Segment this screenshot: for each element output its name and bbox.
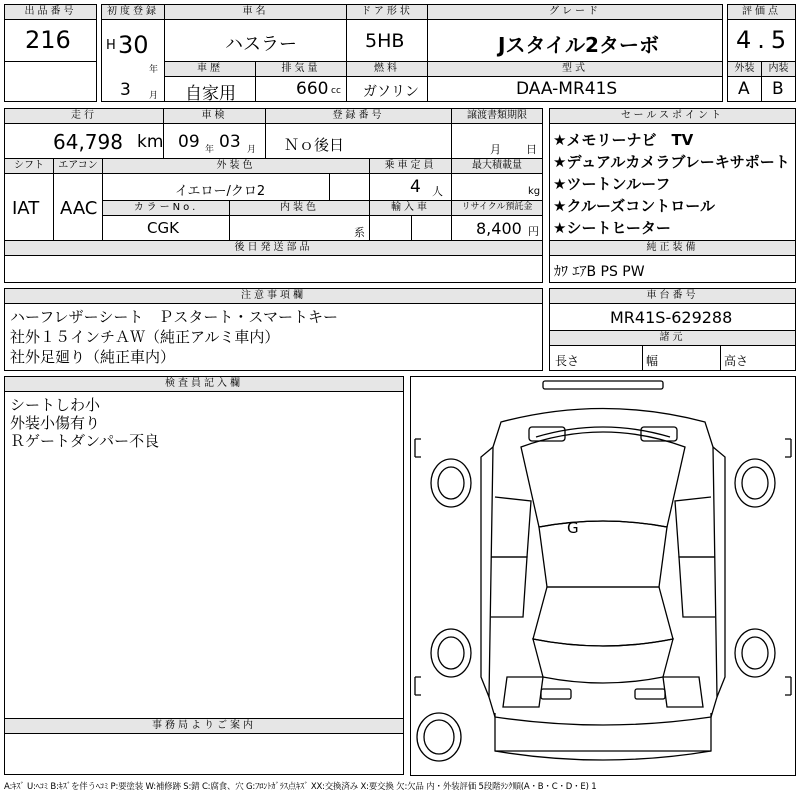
mileage-cell <box>4 123 164 159</box>
genuine-label: 純正装備 <box>549 240 796 256</box>
sales-point-3: ★ツートンルーフ <box>553 175 671 193</box>
first-reg-label: 初度登録 <box>101 4 165 20</box>
genuine-value: ｶﾜ ｴｱB PS PW <box>554 264 645 280</box>
grade-value: Jスタイル2ターボ <box>498 33 659 57</box>
history-label: 車歴 <box>164 61 256 77</box>
recycle-label: リサイクル預託金 <box>451 200 543 216</box>
notes-cell <box>4 303 543 371</box>
model-value: DAA-MR41S <box>516 79 618 99</box>
car-name-cell <box>164 19 347 62</box>
chassis-cell <box>549 303 796 331</box>
notes-line-3: 社外足廻り（純正車内） <box>10 348 176 366</box>
import-label: 輸入車 <box>369 200 452 216</box>
lot-no-blank <box>4 61 97 102</box>
office-cell <box>4 733 404 775</box>
displacement-label: 排気量 <box>255 61 347 77</box>
inspector-line-3: Ｒゲートダンパー不良 <box>10 432 160 450</box>
transfer-label: 譲渡書類期限 <box>451 108 543 124</box>
exterior-label: 外装 <box>727 61 762 77</box>
plate-cell <box>265 123 452 159</box>
year-unit: 年 <box>149 65 159 75</box>
plate-label: 登録番号 <box>265 108 452 124</box>
score-cell <box>727 19 796 62</box>
sales-points-label: セールスポイント <box>549 108 796 124</box>
exterior-cell <box>727 76 762 102</box>
era-value: H <box>106 38 116 53</box>
capacity-label: 乗車定員 <box>369 158 452 174</box>
genuine-cell <box>549 255 796 283</box>
interior-label: 内装 <box>761 61 796 77</box>
grade-label: グレード <box>427 4 723 20</box>
month-unit: 月 <box>149 91 159 101</box>
history-value: 自家用 <box>185 84 236 104</box>
score-value: 4.5 <box>736 26 793 54</box>
mileage-label: 走行 <box>4 108 164 124</box>
load-cell <box>451 173 543 201</box>
color-no-cell <box>102 215 230 241</box>
chassis-label: 車台番号 <box>549 288 796 304</box>
ext-color-cell <box>102 173 370 201</box>
dims-divider-1 <box>642 346 643 370</box>
ac-value: AAC <box>60 198 98 219</box>
color-no-label: カラーNo. <box>102 200 230 216</box>
inspection-cell <box>163 123 266 159</box>
history-cell <box>164 76 256 102</box>
month-value: 3 <box>120 80 131 100</box>
sales-point-5: ★シートヒーター <box>553 219 671 237</box>
inspection-year: 09 <box>178 132 200 152</box>
inspector-line-1: シートしわ小 <box>10 396 101 414</box>
inspection-year-unit: 年 <box>205 145 215 155</box>
import-divider <box>411 216 412 240</box>
load-label: 最大積載量 <box>451 158 543 174</box>
transfer-cell <box>451 123 543 159</box>
recycle-unit: 円 <box>528 225 539 238</box>
inspection-month-unit: 月 <box>247 145 257 155</box>
model-cell <box>427 76 723 102</box>
dims-height: 高さ <box>724 354 749 368</box>
displacement-unit: cc <box>331 86 341 96</box>
interior-cell <box>761 76 796 102</box>
grade-cell <box>427 19 723 62</box>
notes-line-2: 社外１５インチＡＷ（純正アルミ車内） <box>10 328 280 346</box>
inspection-label: 車検 <box>163 108 266 124</box>
sales-points-cell <box>549 123 796 241</box>
car-name-value: ハスラー <box>225 34 297 55</box>
car-outline-diagram <box>411 377 795 775</box>
recycle-cell <box>451 215 543 241</box>
car-name-label: 車名 <box>164 4 347 20</box>
later-parts-cell <box>4 255 543 283</box>
dims-divider-2 <box>720 346 721 370</box>
mileage-unit: km <box>137 132 164 152</box>
displacement-cell <box>255 76 347 102</box>
score-label: 評価点 <box>727 4 796 20</box>
inspection-month: 03 <box>219 132 241 152</box>
transfer-month-unit: 月 <box>490 143 501 156</box>
capacity-unit: 人 <box>432 185 443 198</box>
shift-value: IAT <box>12 198 40 219</box>
dims-cell <box>549 345 796 371</box>
inspector-cell <box>4 391 404 719</box>
ac-label: エアコン <box>53 158 103 174</box>
door-cell <box>346 19 428 62</box>
notes-label: 注意事項欄 <box>4 288 543 304</box>
door-value: 5HB <box>365 30 405 52</box>
shift-label: シフト <box>4 158 54 174</box>
interior-grade: B <box>772 79 784 99</box>
door-label: ドア形状 <box>346 4 428 20</box>
dims-label: 諸元 <box>549 330 796 346</box>
legend-text: A:ｷｽﾞ U:ﾍｺﾐ B:ｷｽﾞを伴うﾍｺﾐ P:要塗装 W:補修跡 S:錆 C:腐食、穴 G:ﾌﾛﾝﾄｶﾞﾗｽ点ｷｽﾞ XX:交換済み X:要交換 欠:欠品 内・外装評価 5段階ﾗﾝｸ順(A・B・C・D・E) 1 <box>4 782 597 792</box>
inspector-label: 検査員記入欄 <box>4 376 404 392</box>
color-no-value: CGK <box>147 219 179 237</box>
vehicle-diagram <box>410 376 796 776</box>
fuel-cell <box>346 76 428 102</box>
shift-cell <box>4 173 54 241</box>
capacity-value: 4 <box>410 177 421 197</box>
ac-cell <box>53 173 103 241</box>
mileage-value: 64,798 <box>53 130 123 154</box>
dims-length: 長さ <box>555 354 580 368</box>
office-label: 事務局よりご案内 <box>4 718 404 734</box>
recycle-value: 8,400 <box>476 219 522 238</box>
transfer-day-unit: 日 <box>526 143 537 156</box>
notes-line-1: ハーフレザーシート Ｐスタート・スマートキー <box>10 308 339 326</box>
int-color-unit: 系 <box>354 226 365 239</box>
lot-no-value: 216 <box>25 26 71 54</box>
int-color-cell <box>229 215 370 241</box>
sales-point-1: ★メモリーナビ TV <box>553 131 694 149</box>
displacement-value: 660 <box>296 79 329 99</box>
ext-color-divider <box>329 174 330 200</box>
diagram-damage-mark: G <box>567 519 579 537</box>
lot-no-cell <box>4 19 97 62</box>
fuel-label: 燃料 <box>346 61 428 77</box>
ext-color-label: 外装色 <box>102 158 370 174</box>
load-unit: kg <box>528 186 541 197</box>
model-label: 型式 <box>427 61 723 77</box>
chassis-value: MR41S-629288 <box>610 308 733 327</box>
ext-color-value: イエロー/クロ2 <box>175 184 266 199</box>
plate-value: Ｎｏ後日 <box>284 136 345 154</box>
import-cell <box>369 215 452 241</box>
fuel-value: ガソリン <box>363 84 419 100</box>
later-parts-label: 後日発送部品 <box>4 240 543 256</box>
inspector-line-2: 外装小傷有り <box>10 414 101 432</box>
sales-point-4: ★クルーズコントロール <box>553 197 715 215</box>
first-reg-cell <box>101 19 165 102</box>
sales-point-2: ★デュアルカメラブレーキサポート <box>553 153 790 171</box>
year-value: 30 <box>118 31 149 59</box>
lot-no-label: 出品番号 <box>4 4 97 20</box>
dims-width: 幅 <box>646 354 659 368</box>
int-color-label: 内装色 <box>229 200 370 216</box>
exterior-grade: A <box>738 79 750 99</box>
capacity-cell <box>369 173 452 201</box>
